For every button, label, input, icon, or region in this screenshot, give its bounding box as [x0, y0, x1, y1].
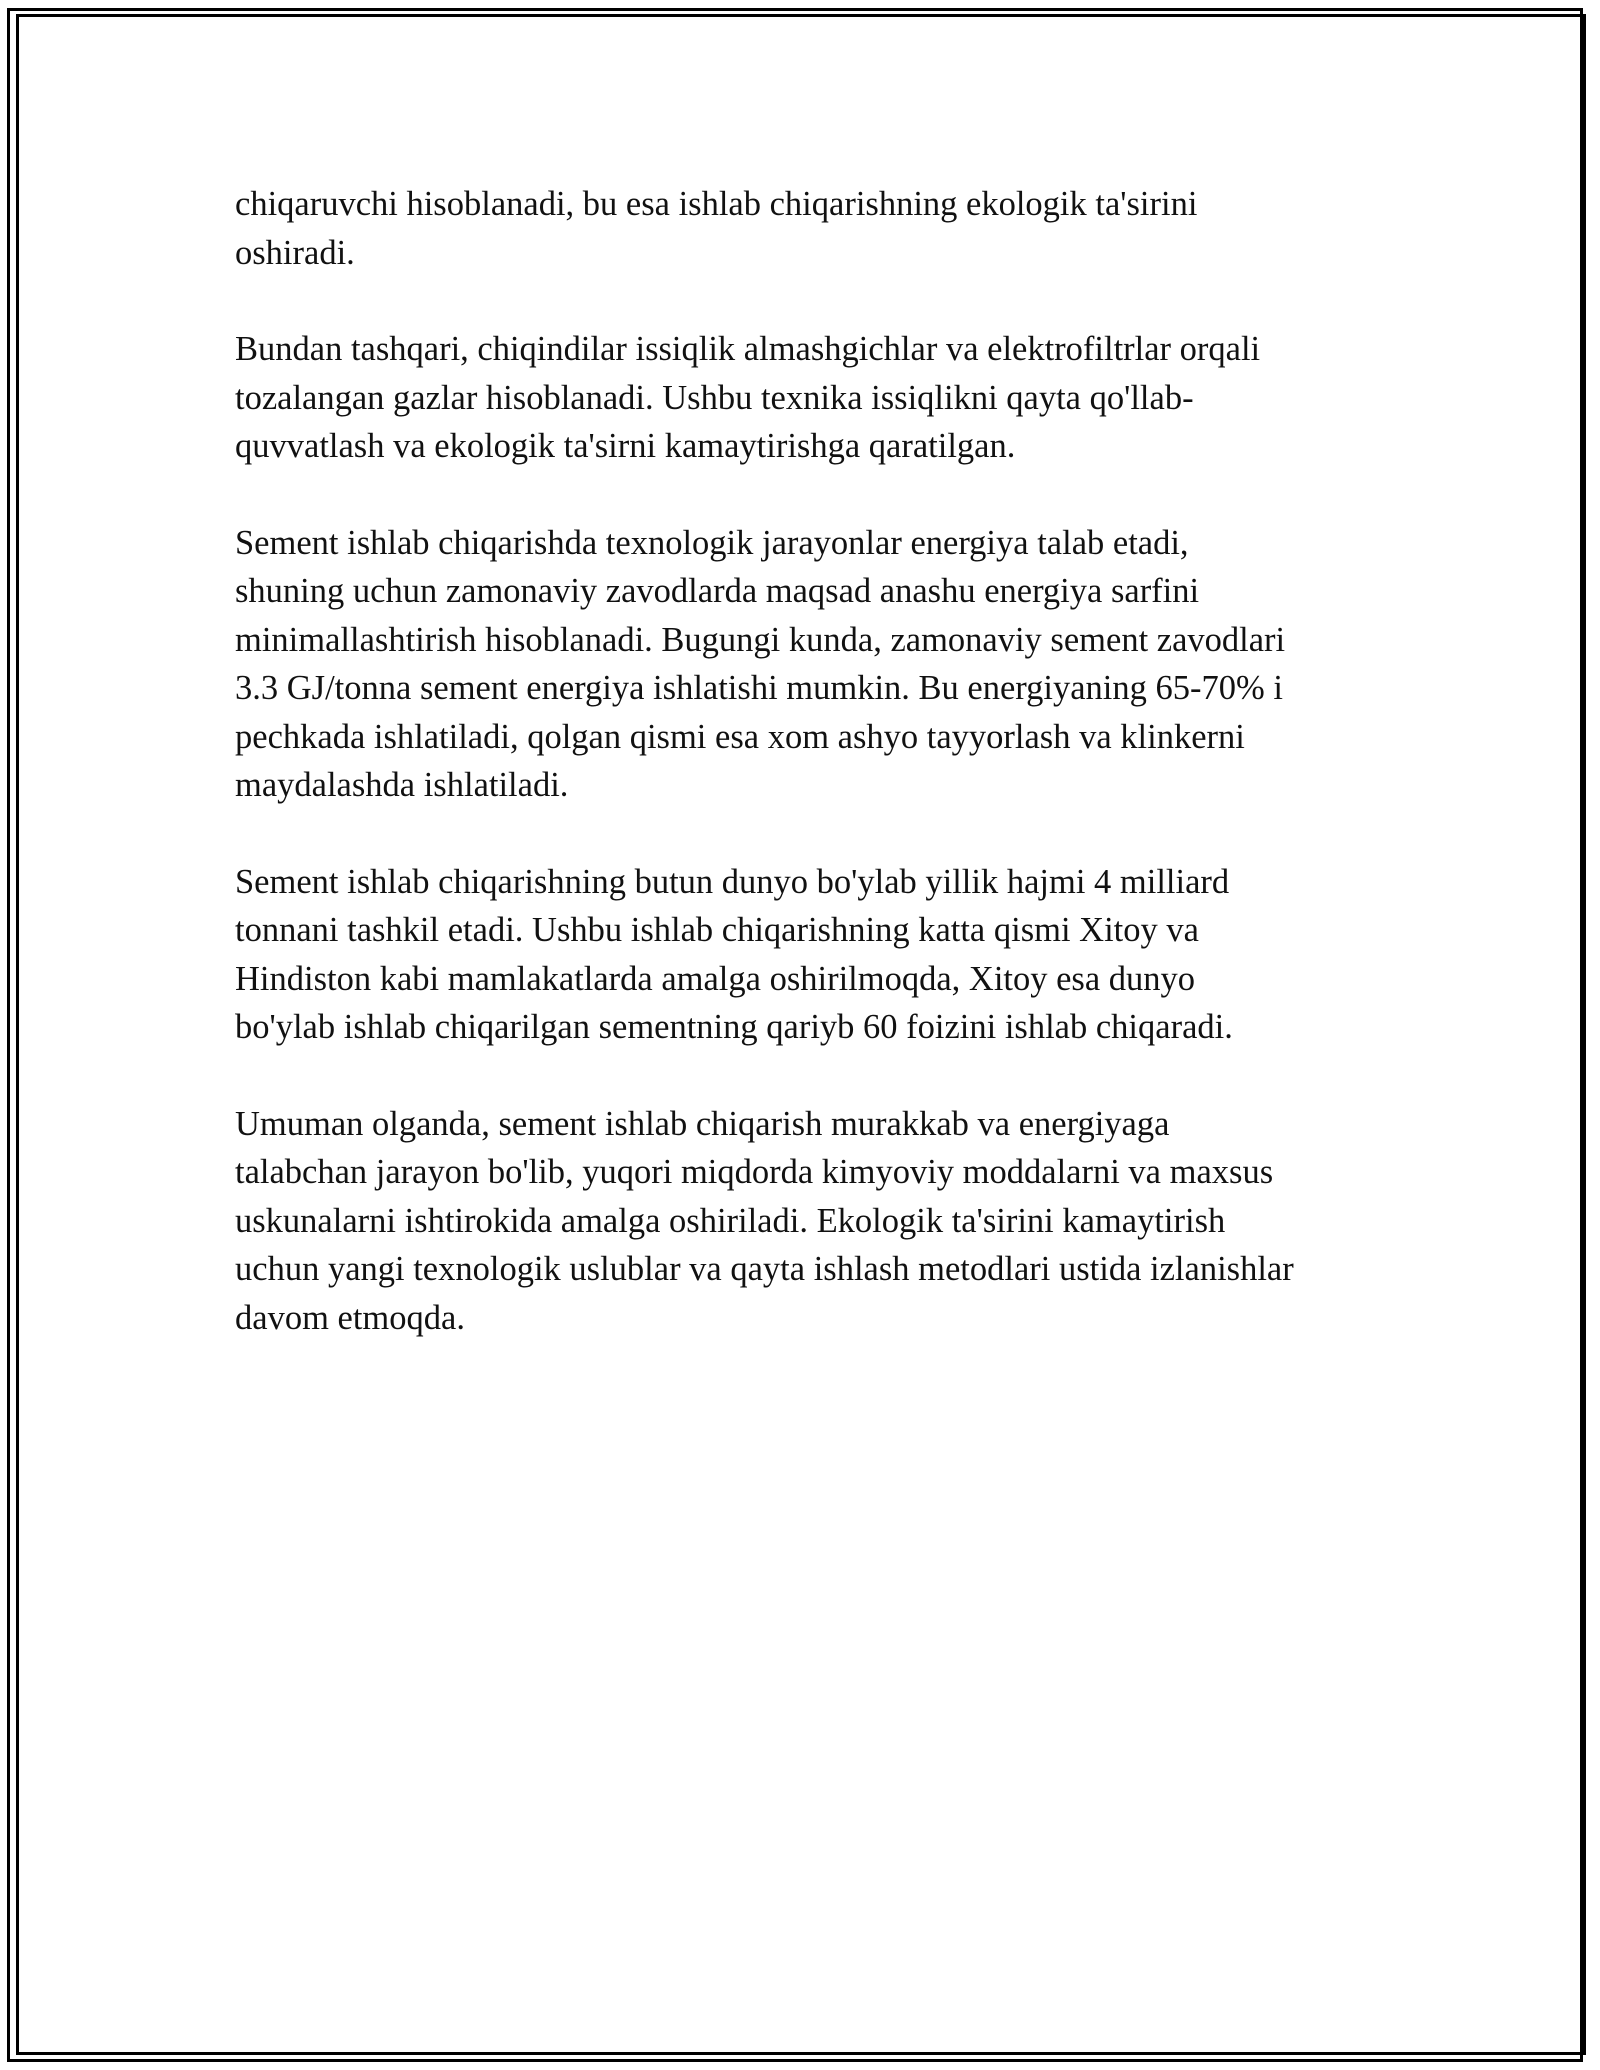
paragraph-5 — [235, 1100, 1385, 1343]
text-line: quvvatlash va ekologik ta'sirni kamaytirishga qaratilgan. — [235, 427, 1016, 465]
text-line: Sement ishlab chiqarishning butun dunyo bo'ylab yillik hajmi 4 milliard — [235, 862, 1230, 901]
text-line: pechkada ishlatiladi, qolgan qismi esa xom ashyo tayyorlash va klinkerni — [235, 717, 1245, 756]
paragraph-3 — [235, 519, 1385, 810]
text-line: uchun yangi texnologik uslublar va qayta ishlash metodlari ustida izlanishlar — [235, 1250, 1294, 1288]
text-line: tonnani tashkil etadi. Ushbu ishlab chiqarishning katta qismi Xitoy va — [235, 911, 1199, 949]
document-body — [235, 180, 1385, 1390]
text-line: Umuman olganda, sement ishlab chiqarish murakkab va energiyaga — [235, 1104, 1170, 1143]
text-line: talabchan jarayon bo'lib, yuqori miqdorda kimyoviy moddalarni va maxsus — [235, 1153, 1274, 1191]
text-line: maydalashda ishlatiladi. — [235, 766, 569, 804]
paragraph-4 — [235, 858, 1385, 1052]
paragraph-2 — [235, 325, 1385, 471]
text-line: Sement ishlab chiqarishda texnologik jarayonlar energiya talab etadi, — [235, 523, 1189, 562]
text-line: Bundan tashqari, chiqindilar issiqlik almashgichlar va elektrofiltrlar orqali — [235, 330, 1261, 368]
text-line: bo'ylab ishlab chiqarilgan sementning qariyb 60 foizini ishlab chiqaradi. — [235, 1008, 1233, 1046]
text-line: oshiradi. — [235, 233, 355, 272]
text-line: davom etmoqda. — [235, 1298, 465, 1337]
text-line: 3.3 GJ/tonna sement energiya ishlatishi mumkin. Bu energiyaning 65-70% i — [235, 669, 1283, 707]
text-line: Hindiston kabi mamlakatlarda amalga oshirilmoqda, Xitoy esa dunyo — [235, 959, 1196, 998]
text-line: uskunalarni ishtirokida amalga oshiriladi. Ekologik ta'sirini kamaytirish — [235, 1201, 1226, 1240]
text-line: shuning uchun zamonaviy zavodlarda maqsad anashu energiya sarfini — [235, 572, 1200, 610]
text-line: tozalangan gazlar hisoblanadi. Ushbu texnika issiqlikni qayta qo'llab- — [235, 378, 1194, 417]
text-line: minimallashtirish hisoblanadi. Bugungi kunda, zamonaviy sement zavodlari — [235, 620, 1286, 659]
text-line: chiqaruvchi hisoblanadi, bu esa ishlab chiqarishning ekologik ta'sirini — [235, 185, 1198, 223]
paragraph-1 — [235, 180, 1385, 277]
